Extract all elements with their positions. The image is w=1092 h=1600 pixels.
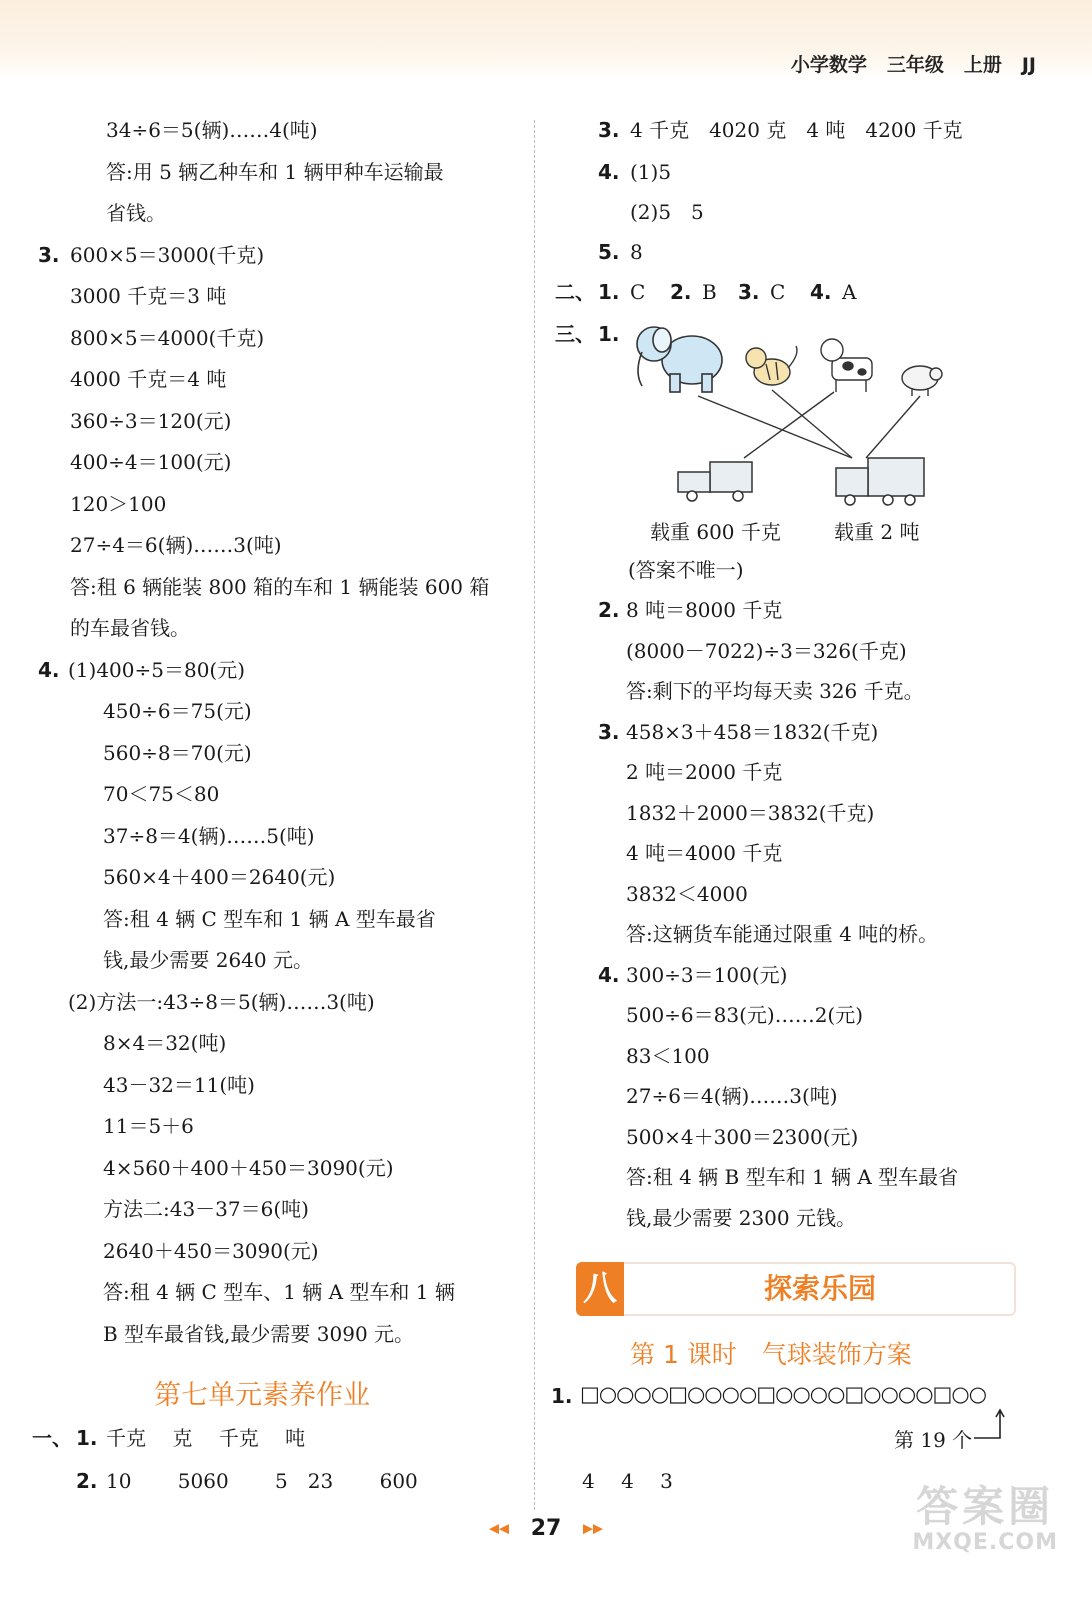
question-number: 3. [38,243,60,267]
answer-line: 2 吨＝2000 千克 [626,760,783,784]
answer-line: 458×3＋458＝1832(千克) [626,720,879,744]
position-label: 第 19 个 [894,1428,973,1452]
question-number: 2. [670,280,692,304]
answer-line: 4 吨＝4000 千克 [626,841,783,865]
answer-line: 钱,最少需要 2300 元钱。 [626,1206,856,1230]
answer-line: 千克 克 千克 吨 [106,1426,306,1450]
header-edition: JJ [1021,54,1036,76]
answer-line: 300÷3＝100(元) [626,963,788,987]
question-number: 3. [598,118,620,142]
section-label: 三、 [555,322,595,346]
answer-line: 2640＋450＝3090(元) [103,1239,319,1263]
next-arrows-icon: ▶▶ [582,1521,603,1537]
elephant-icon [637,327,722,392]
watermark-url: MXQE.COM [912,1530,1058,1555]
page-header [771,50,1036,77]
balloon-pattern: □○○○○□○○○○□○○○○□○○○○□○○ [580,1382,987,1406]
answer-line: 500÷6＝83(元)……2(元) [626,1003,864,1027]
answer-line: 答:租 4 辆 C 型车、1 辆 A 型车和 1 辆 [103,1280,455,1304]
answer-line: 答:租 4 辆 C 型车和 1 辆 A 型车最省 [103,907,436,931]
answer-line: 4000 千克＝4 吨 [70,367,227,391]
answer-line: 3832＜4000 [626,882,748,906]
answer-line: 560×4＋400＝2640(元) [103,865,336,889]
answer-line: 4 4 3 [582,1469,673,1493]
answer-line: 27÷6＝4(辆)……3(吨) [626,1084,838,1108]
answer-line: 37÷8＝4(辆)……5(吨) [103,824,315,848]
answer-line: 360÷3＝120(元) [70,409,232,433]
question-number: 4. [598,160,620,184]
answer-note: (答案不唯一) [628,558,744,582]
answer-line: 1832＋2000＝3832(千克) [626,801,875,825]
answer-line: 答:租 6 辆能装 800 箱的车和 1 辆能装 600 箱 [70,575,490,599]
question-number: 1. [598,322,620,346]
choice-answer: C [630,280,646,304]
sheep-icon [902,366,942,396]
question-number: 4. [38,658,60,682]
answer-line: (2)5 5 [630,200,704,224]
question-number: 5. [598,240,620,264]
truck-label: 载重 600 千克 [650,520,781,544]
answer-line: 8×4＝32(吨) [103,1031,227,1055]
answer-line: (2)方法一:43÷8＝5(辆)……3(吨) [68,990,375,1014]
lesson-title: 第 1 课时 气球装饰方案 [630,1340,912,1369]
section-label: 一、 [32,1426,72,1450]
page-number: 27 [530,1516,562,1541]
unit8-title: 探索乐园 [763,1272,876,1305]
answer-line: 560÷8＝70(元) [103,741,252,765]
answer-line: 600×5＝3000(千克) [70,243,265,267]
truck-label: 载重 2 吨 [834,520,920,544]
answer-line: 8 [630,240,643,264]
answer-line: 34÷6＝5(辆)……4(吨) [106,118,318,142]
answer-line: 10 5060 5 23 600 [106,1469,418,1493]
column-divider [534,120,535,1510]
question-number: 3. [598,720,620,744]
answer-line: 钱,最少需要 2640 元。 [103,948,313,972]
answer-line: 120＞100 [70,492,167,516]
answer-line: 27÷4＝6(辆)……3(吨) [70,533,282,557]
arrow-up-icon [972,1408,1012,1444]
choice-answer: B [702,280,717,304]
answer-line: 70＜75＜80 [103,782,220,806]
header-subject: 小学数学 [790,54,867,76]
choice-answer: A [842,280,857,304]
answer-line: 4×560＋400＋450＝3090(元) [103,1156,394,1180]
question-number: 1. [76,1426,98,1450]
question-number: 4. [810,280,832,304]
choice-answer: C [770,280,786,304]
unit8-number: 八 [576,1262,624,1316]
watermark-logo: 答案圈 [916,1482,1055,1531]
answer-line: 的车最省钱。 [70,616,190,640]
unit8-banner [576,1262,1016,1316]
watermark [912,1484,1058,1555]
answer-line: (8000－7022)÷3＝326(千克) [626,639,907,663]
header-volume: 上册 [963,54,1002,76]
answer-line: 答:租 4 辆 B 型车和 1 辆 A 型车最省 [626,1165,959,1189]
question-number: 1. [551,1384,573,1408]
answer-line: 43－32＝11(吨) [103,1073,255,1097]
question-number: 2. [598,598,620,622]
answer-line: 450÷6＝75(元) [103,699,252,723]
large-truck-icon [836,458,924,505]
prev-arrows-icon: ◀◀ [489,1521,510,1537]
answer-line: 11＝5＋6 [103,1114,194,1138]
answer-line: (1)400÷5＝80(元) [68,658,246,682]
small-truck-icon [678,462,752,501]
question-number: 4. [598,963,620,987]
answer-line: 方法二:43－37＝6(吨) [103,1197,309,1221]
answer-line: 答:这辆货车能通过限重 4 吨的桥。 [626,922,939,946]
answer-line: 省钱。 [106,201,166,225]
answer-line: 3000 千克＝3 吨 [70,284,227,308]
answer-line: 800×5＝4000(千克) [70,326,265,350]
answer-line: (1)5 [630,160,672,184]
question-number: 1. [598,280,620,304]
question-number: 2. [76,1469,98,1493]
matching-figure [620,310,990,545]
answer-line: 8 吨＝8000 千克 [626,598,783,622]
answer-line: B 型车最省钱,最少需要 3090 元。 [103,1322,415,1346]
unit7-title: 第七单元素养作业 [154,1380,370,1411]
answer-line: 400÷4＝100(元) [70,450,232,474]
answer-line: 答:用 5 辆乙种车和 1 辆甲种车运输最 [106,160,444,184]
answer-line: 83＜100 [626,1044,710,1068]
tiger-icon [746,346,797,385]
cow-icon [821,339,872,392]
matching-lines [698,390,920,458]
question-number: 3. [738,280,760,304]
section-label: 二、 [555,280,595,304]
answer-line: 500×4＋300＝2300(元) [626,1125,859,1149]
header-grade: 三年级 [886,54,944,76]
answer-line: 答:剩下的平均每天卖 326 千克。 [626,679,924,703]
answer-line: 4 千克 4020 克 4 吨 4200 千克 [630,118,963,142]
